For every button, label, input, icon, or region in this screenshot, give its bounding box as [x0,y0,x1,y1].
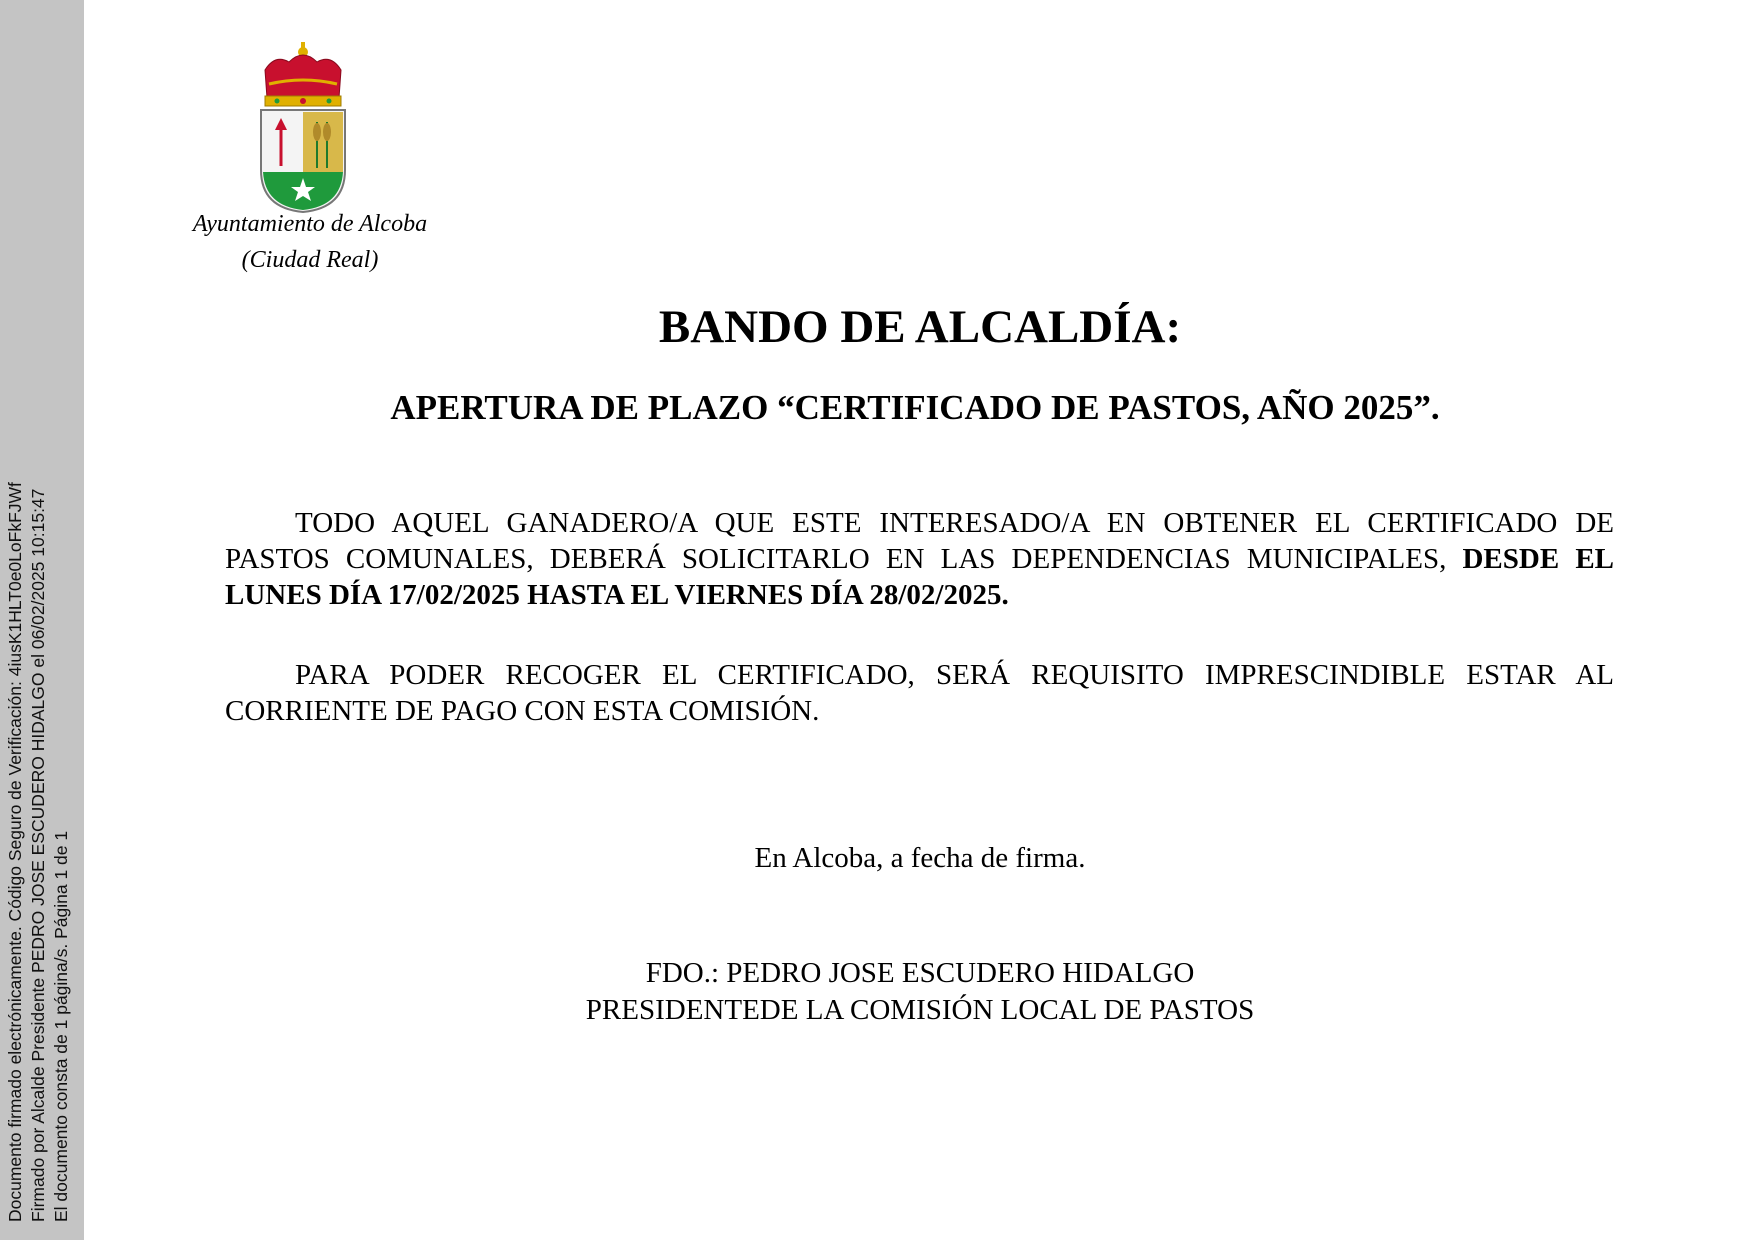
coat-of-arms-icon [255,40,351,220]
paragraph-1-dates: DESDE EL LUNES DÍA 17/02/2025 HASTA EL VIERNES DÍA 28/02/2025. [225,543,1615,611]
paragraph-1-text: TODO AQUEL GANADERO/A QUE ESTE INTERESADO/A EN OBTENER EL CERTIFICADO DE PASTOS COMUNALES, DEBERÁ SOLICITARLO EN LAS DEPENDENCIAS MUNICIPALES, [225,507,1614,575]
document-subtitle: APERTURA DE PLAZO “CERTIFICADO DE PASTOS, AÑO 2025”. [390,388,1440,427]
document-title: BANDO DE ALCALDÍA: [658,301,1182,353]
sidebar-line-3: El documento consta de 1 página/s. Página 1 de 1 [51,830,71,1222]
signature-sidebar [0,0,84,1240]
signature-sidebar-text [4,12,84,1222]
paragraph-2-text: PARA PODER RECOGER EL CERTIFICADO, SERÁ REQUISITO IMPRESCINDIBLE ESTAR AL CORRIENTE DE PAGO CON ESTA COMISIÓN. [225,659,1614,727]
place-date: En Alcoba, a fecha de firma. [754,842,1086,874]
org-province: (Ciudad Real) [241,247,379,273]
paragraph-2 [225,657,1614,729]
signature-role: PRESIDENTEDE LA COMISIÓN LOCAL DE PASTOS [585,994,1255,1026]
org-name: Ayuntamiento de Alcoba [192,211,428,237]
signature-name: FDO.: PEDRO JOSE ESCUDERO HIDALGO [645,957,1195,989]
sidebar-line-2: Firmado por Alcalde Presidente PEDRO JOSE ESCUDERO HIDALGO el 06/02/2025 10:15:47 [28,488,48,1222]
paragraph-1 [225,505,1614,613]
sidebar-line-1: Documento firmado electrónicamente. Código Seguro de Verificación: 4iusK1HLT0e0LoFkFJWf [5,482,25,1222]
